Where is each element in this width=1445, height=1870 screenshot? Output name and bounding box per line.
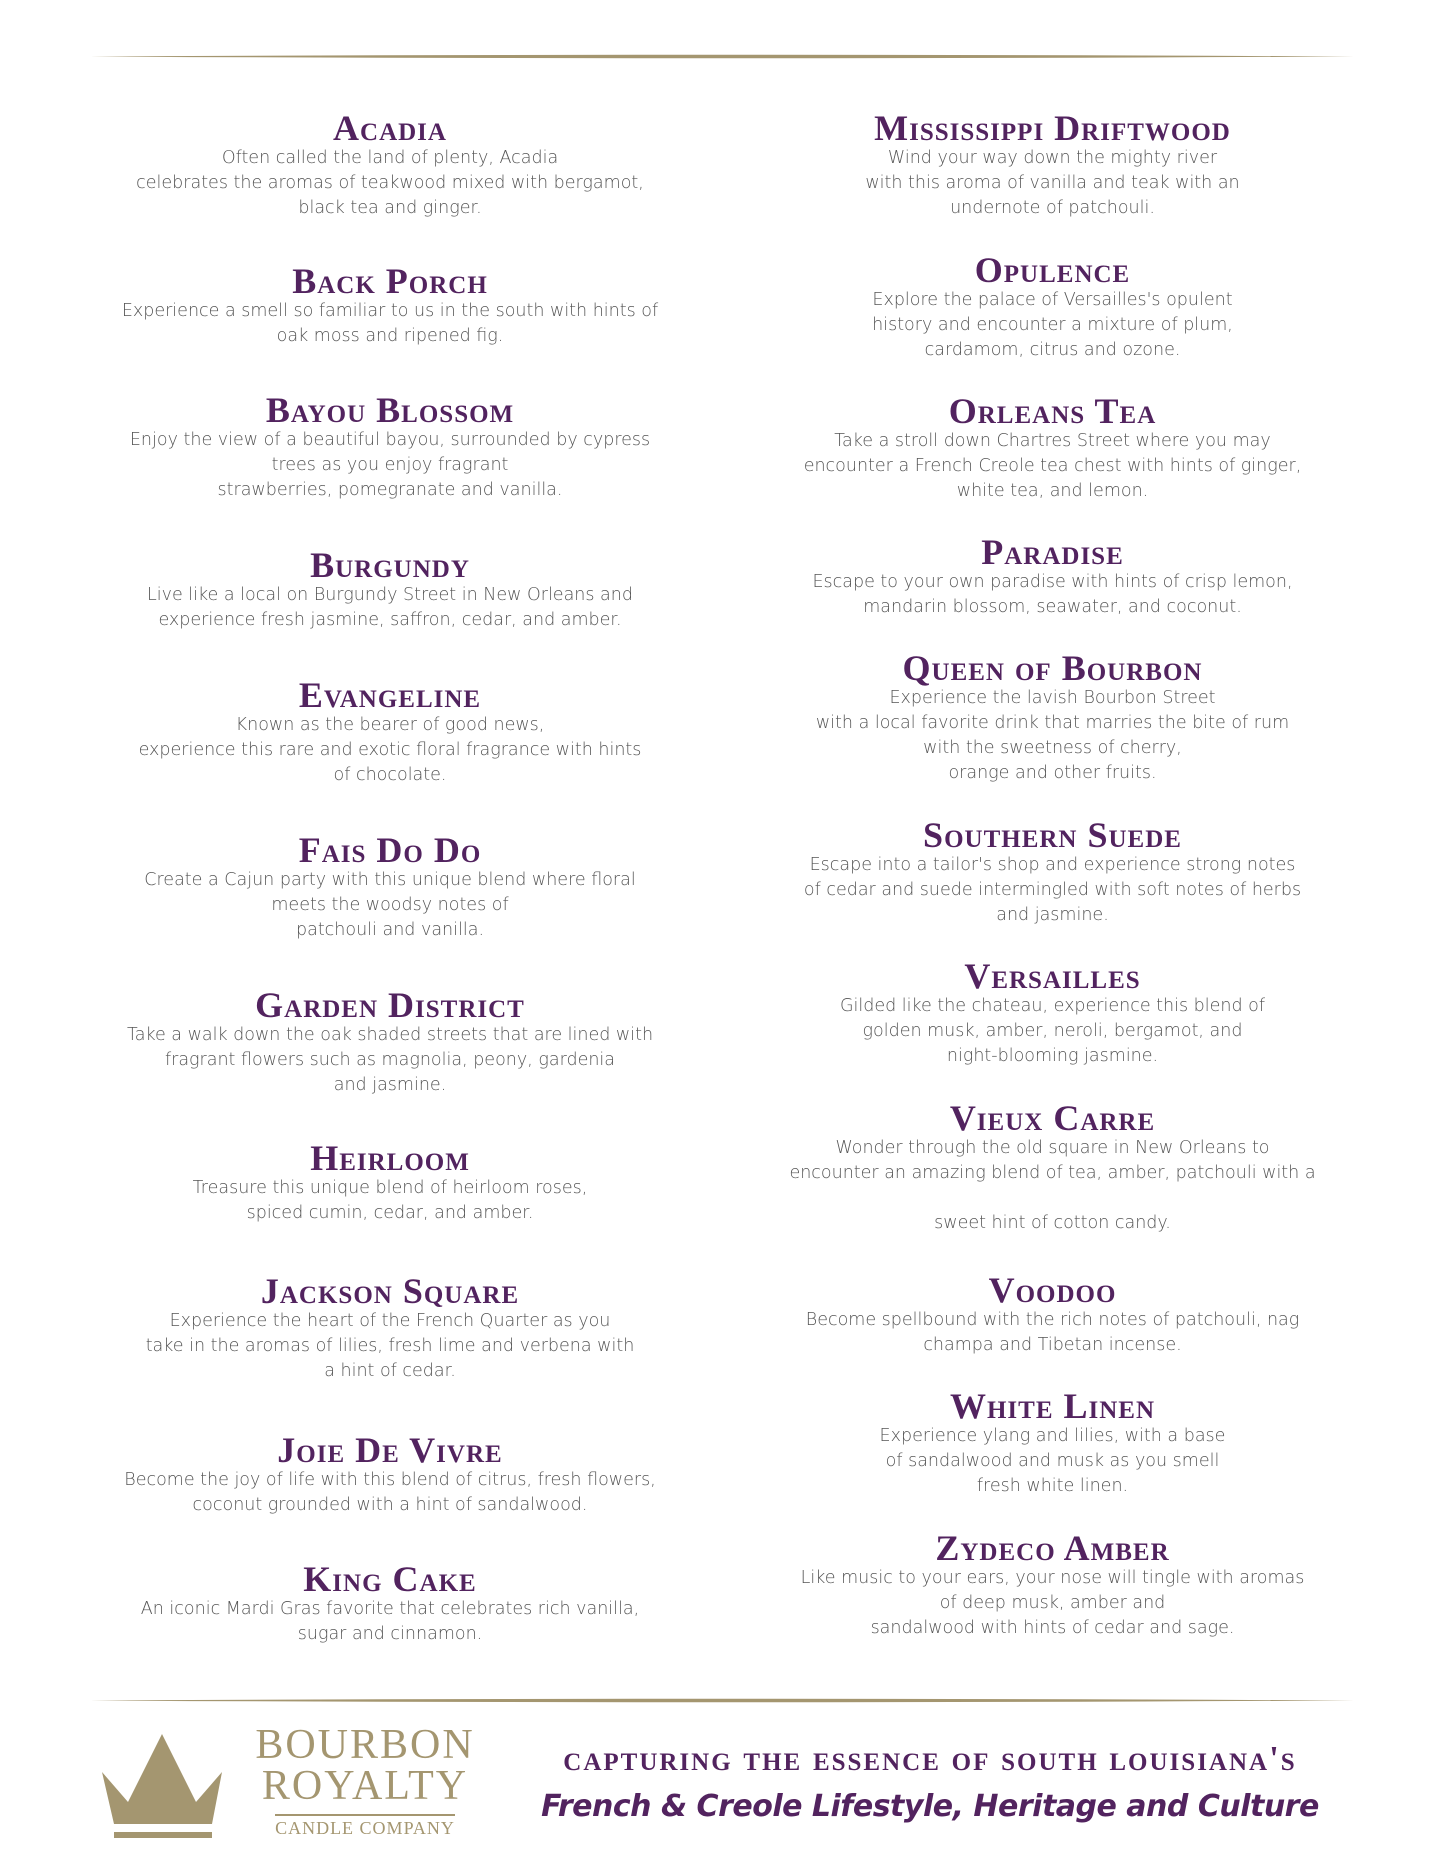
description-line: a hint of cedar. <box>324 1361 456 1381</box>
fragrance-description <box>770 1136 1335 1236</box>
description-line: cardamom, citrus and ozone. <box>924 340 1181 360</box>
fragrance-description <box>110 1309 670 1384</box>
fragrance-entry <box>770 1272 1335 1358</box>
fragrance-entry <box>110 547 670 633</box>
description-line: Escape to your own paradise with hints of crisp lemon, <box>812 572 1293 592</box>
fragrance-description <box>770 288 1335 363</box>
fragrance-entry <box>110 1561 670 1647</box>
description-line: Experience ylang and lilies, with a base <box>879 1426 1226 1446</box>
description-line: coconut grounded with a hint of sandalwood. <box>192 1495 588 1515</box>
description-line: with this aroma of vanilla and teak with an <box>865 173 1240 193</box>
fragrance-description <box>770 429 1335 504</box>
crown-icon <box>100 1732 225 1842</box>
fragrance-entry <box>770 110 1335 221</box>
fragrance-name: Vieux Carre <box>949 1098 1156 1138</box>
description-line: Wind your way down the mighty river <box>887 148 1218 168</box>
fragrance-entry <box>770 1100 1335 1236</box>
description-line: golden musk, amber, neroli, bergamot, and <box>862 1021 1243 1041</box>
fragrance-name: Jackson Square <box>260 1271 520 1311</box>
description-line: Known as the bearer of good news, <box>235 715 545 735</box>
description-line: fresh white linen. <box>976 1476 1129 1496</box>
fragrance-name: Burgundy <box>310 545 470 585</box>
fragrance-description <box>110 146 670 221</box>
description-line: and jasmine. <box>996 905 1109 925</box>
fragrance-name: Southern Suede <box>923 815 1182 855</box>
fragrance-description <box>770 1566 1335 1641</box>
company-logo <box>100 1718 500 1848</box>
fragrance-description <box>110 428 670 503</box>
fragrance-entry <box>770 817 1335 928</box>
description-line: meets the woodsy notes of <box>271 895 509 915</box>
description-line: spiced cumin, cedar, and amber. <box>246 1203 534 1223</box>
description-line: Treasure this unique blend of heirloom roses, <box>192 1178 588 1198</box>
description-line: mandarin blossom, seawater, and coconut. <box>863 597 1242 617</box>
fragrance-entry <box>770 958 1335 1069</box>
fragrance-entry <box>110 677 670 788</box>
fragrance-description <box>110 299 670 349</box>
fragrance-name: Evangeline <box>298 675 482 715</box>
description-line: with the sweetness of cherry, <box>923 738 1182 758</box>
description-line: take in the aromas of lilies, fresh lime and verbena with <box>145 1336 635 1356</box>
description-line: Experience the heart of the French Quarter as you <box>169 1311 611 1331</box>
fragrance-entry <box>770 650 1335 786</box>
description-line: Gilded like the chateau, experience this blend of <box>839 996 1266 1016</box>
description-line: oak moss and ripened fig. <box>276 326 504 346</box>
fragrance-description <box>770 686 1335 786</box>
description-line: of sandalwood and musk as you smell <box>885 1451 1220 1471</box>
description-line: Enjoy the view of a beautiful bayou, surrounded by cypress <box>129 430 651 450</box>
fragrance-description <box>770 853 1335 928</box>
fragrance-name: Fais Do Do <box>298 830 482 870</box>
description-line: white tea, and lemon. <box>956 481 1149 501</box>
description-line: of deep musk, amber and <box>939 1593 1166 1613</box>
description-line: undernote of patchouli. <box>950 198 1155 218</box>
fragrance-name: Paradise <box>981 532 1124 572</box>
description-line: experience this rare and exotic floral fragrance with hints <box>138 740 642 760</box>
fragrance-description <box>110 1176 670 1226</box>
description-line: of chocolate. <box>333 765 447 785</box>
fragrance-name: Versailles <box>964 956 1141 996</box>
description-line: strawberries, pomegranate and vanilla. <box>217 480 563 500</box>
fragrance-entry <box>110 832 670 943</box>
description-line: Often called the land of plenty, Acadia <box>221 148 559 168</box>
description-line: fragrant flowers such as magnolia, peony, gardenia <box>164 1050 616 1070</box>
fragrance-name: Joie De Vivre <box>277 1430 503 1470</box>
fragrance-name: Voodoo <box>988 1270 1117 1310</box>
description-line: Create a Cajun party with this unique blend where floral <box>144 870 636 890</box>
fragrance-name: Acadia <box>333 108 447 148</box>
bottom-divider <box>90 1698 1355 1703</box>
fragrance-entry <box>770 252 1335 363</box>
tagline-subheading: French & Creole Lifestyle, Heritage and Culture <box>541 1789 1319 1824</box>
fragrance-name: Orleans Tea <box>948 391 1157 431</box>
fragrance-description <box>110 1597 670 1647</box>
description-line: Escape into a tailor's shop and experience strong notes <box>809 855 1296 875</box>
description-line: encounter a French Creole tea chest with hints of ginger, <box>803 456 1302 476</box>
fragrance-name: Queen of Bourbon <box>902 648 1203 688</box>
description-line: night-blooming jasmine. <box>946 1046 1159 1066</box>
fragrance-description <box>110 1023 670 1098</box>
description-line: Like music to your ears, your nose will tingle with aromas <box>800 1568 1305 1588</box>
description-line: Live like a local on Burgundy Street in New Orleans and <box>146 585 633 605</box>
description-line: encounter an amazing blend of tea, amber, patchouli with a <box>789 1163 1316 1183</box>
description-line: Become spellbound with the rich notes of patchouli, nag <box>805 1310 1300 1330</box>
fragrance-entry <box>770 1530 1335 1641</box>
fragrance-name: Back Porch <box>292 261 488 301</box>
fragrance-description <box>770 1308 1335 1358</box>
fragrance-name: Garden District <box>255 985 525 1025</box>
description-line: patchouli and vanilla. <box>295 920 485 940</box>
description-line <box>770 1186 1335 1211</box>
fragrance-entry <box>110 1140 670 1226</box>
description-line: black tea and ginger. <box>298 198 482 218</box>
description-line: trees as you enjoy fragrant <box>271 455 509 475</box>
fragrance-entry <box>110 110 670 221</box>
fragrance-name: King Cake <box>303 1559 477 1599</box>
logo-line-1: BOURBON <box>255 1722 475 1768</box>
description-line: Take a walk down the oak shaded streets that are lined with <box>126 1025 654 1045</box>
fragrance-description <box>110 868 670 943</box>
description-line: Experience the lavish Bourbon Street <box>889 688 1216 708</box>
logo-line-3: CANDLE COMPANY <box>275 1814 455 1839</box>
tagline-heading: capturing the essence of south louisiana's <box>563 1739 1297 1778</box>
fragrance-entry <box>110 987 670 1098</box>
description-line: history and encounter a mixture of plum, <box>872 315 1233 335</box>
description-line: and jasmine. <box>333 1075 447 1095</box>
fragrance-name: Heirloom <box>310 1138 470 1178</box>
fragrance-description <box>770 146 1335 221</box>
fragrance-name: Zydeco Amber <box>935 1528 1170 1568</box>
description-line: Explore the palace of Versailles's opulent <box>872 290 1233 310</box>
description-line: with a local favorite drink that marries the bite of rum <box>815 713 1290 733</box>
top-divider <box>90 54 1355 59</box>
fragrance-name: Opulence <box>974 250 1131 290</box>
description-line: sugar and cinnamon. <box>297 1624 483 1644</box>
description-line: celebrates the aromas of teakwood mixed with bergamot, <box>136 173 644 193</box>
fragrance-entry <box>110 1432 670 1518</box>
fragrance-name: White Linen <box>949 1386 1156 1426</box>
footer-tagline <box>510 1738 1350 1830</box>
logo-wordmark <box>240 1724 490 1839</box>
description-line: An iconic Mardi Gras favorite that celebrates rich vanilla, <box>140 1599 640 1619</box>
description-line: Experience a smell so familiar to us in the south with hints of <box>121 301 659 321</box>
description-line: Take a stroll down Chartres Street where you may <box>834 431 1271 451</box>
fragrance-entry <box>770 393 1335 504</box>
description-line: sandalwood with hints of cedar and sage. <box>870 1618 1235 1638</box>
description-line: sweet hint of cotton candy. <box>934 1213 1171 1233</box>
fragrance-description <box>110 1468 670 1518</box>
fragrance-description <box>770 994 1335 1069</box>
fragrance-entry <box>770 534 1335 620</box>
fragrance-entry <box>110 392 670 503</box>
logo-line-2: ROYALTY <box>261 1763 469 1809</box>
fragrance-name: Bayou Blossom <box>265 390 515 430</box>
description-line: orange and other fruits. <box>948 763 1157 783</box>
fragrance-entry <box>770 1388 1335 1499</box>
fragrance-name: Mississippi Driftwood <box>874 108 1231 148</box>
description-line: champa and Tibetan incense. <box>923 1335 1182 1355</box>
fragrance-description <box>110 583 670 633</box>
description-line: experience fresh jasmine, saffron, cedar, and amber. <box>158 610 622 630</box>
description-line: Become the joy of life with this blend of citrus, fresh flowers, <box>124 1470 656 1490</box>
description-line: of cedar and suede intermingled with soft notes of herbs <box>803 880 1302 900</box>
fragrance-entry <box>110 1273 670 1384</box>
fragrance-description <box>770 1424 1335 1499</box>
fragrance-description <box>110 713 670 788</box>
description-line: Wonder through the old square in New Orleans to <box>835 1138 1270 1158</box>
fragrance-entry <box>110 263 670 349</box>
fragrance-description <box>770 570 1335 620</box>
